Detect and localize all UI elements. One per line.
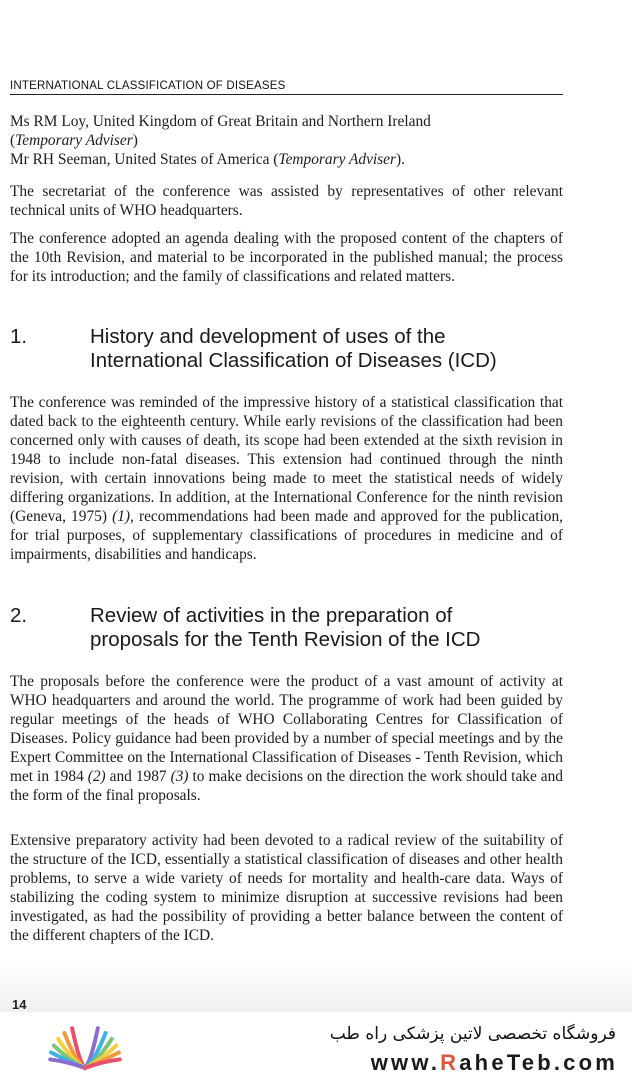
section-title: History and development of uses of the International Classification of Diseases (ICD) [90,325,497,372]
reference-3: (3) [170,768,189,785]
section-number: 1. [10,325,28,348]
paragraph-secretariat: The secretariat of the conference was assisted by representatives of other relevant technical units of WHO headquarters. [10,183,563,219]
participant-line: Mr RH Seeman, United States of America (Temporary Adviser). [10,151,405,168]
paragraph-proposals: The proposals before the conference were the product of a vast amount of activity at WHO headquarters and around the world. The programme of work had been guided by regular meetings of the heads of WHO Collaborating Centres for Classification of Diseases. Policy guidance had been provided by a number of special meetings and by the Expert Committee on the International Classification of Diseases - Tenth Revision, which met in 1984 (2) and 1987 (3) to make decisions on the direction the work should take and the form of the final proposals. [10,673,563,804]
open-book-rainbow-logo-icon [30,1018,140,1074]
page-number: 14 [12,997,27,1012]
section-title: Review of activities in the preparation of proposals for the Tenth Revision of the ICD [90,604,481,651]
paragraph-agenda: The conference adopted an agenda dealing with the proposed content of the chapters of the 10th Revision, and material to be incorporated in the published manual; the process for its introduction; and the family of classifications and related matters. [10,230,563,285]
reference-1: (1) [112,508,131,525]
participant-line: Ms RM Loy, United Kingdom of Great Britain and Northern Ireland [10,113,431,130]
reference-2: (2) [87,768,106,785]
participant-role: (Temporary Adviser) [10,132,138,149]
shop-name: فروشگاه تخصصی لاتین پزشکی راه طب [329,1024,616,1044]
section-number: 2. [10,604,28,627]
paragraph-history: The conference was reminded of the impressive history of a statistical classification that dated back to the eighteenth century. While early revisions of the classification had been concerned only with causes of death, its scope had been extended at the sixth revision in 1948 to include non-fatal diseases. This extension had continued through the ninth revision, with certain innovations being made to meet the statistical needs of widely differing organizations. In addition, at the International Conference for the ninth revision (Geneva, 1975) (1), recommendations had been made and approved for the publication, for trial purposes, of supplementary classifications of procedures in medicine and of impairments, disabilities and handicaps. [10,394,563,563]
participants-list [10,112,563,169]
page-bottom-shade [0,962,632,1012]
running-head: INTERNATIONAL CLASSIFICATION OF DISEASES [10,79,563,95]
shop-url-link[interactable]: www.RaheTeb.com [370,1050,618,1075]
paragraph-preparatory: Extensive preparatory activity had been devoted to a radical review of the suitability of the structure of the ICD, essentially a statistical classification of diseases and other health problems, to serve a wide variety of needs for mortality and health-care data. Ways of stabilizing the coding system to minimize disruption at successive revisions had been investigated, as had the possibility of providing a better balance between the content of the different chapters of the ICD. [10,832,563,944]
